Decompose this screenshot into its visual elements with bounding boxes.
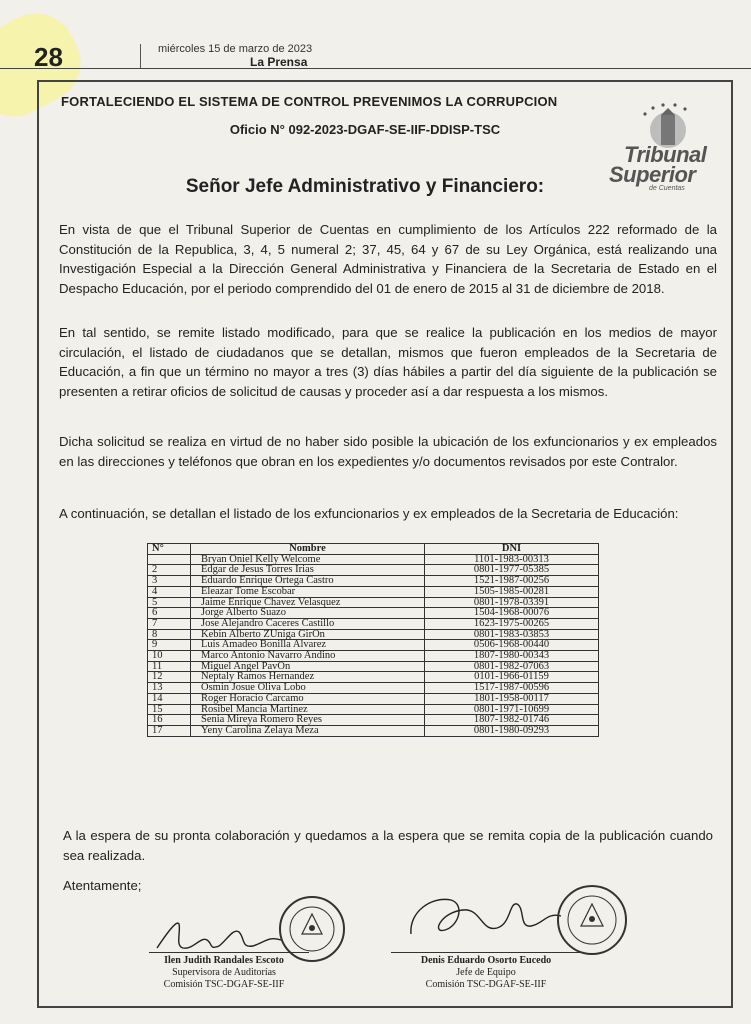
signature-line-2 xyxy=(391,952,581,953)
row-number: 12 xyxy=(148,672,191,683)
oficio-number-text: Oficio N° 092-2023-DGAF-SE-IIF-DDISP-TSC xyxy=(229,122,501,137)
table-row xyxy=(148,629,599,640)
header-divider xyxy=(140,44,141,68)
employee-name: Marco Antonio Navarro Andino xyxy=(191,651,425,662)
table-row xyxy=(148,661,599,672)
signatory-1 xyxy=(139,955,309,991)
employee-dni: 0801-1983-03853 xyxy=(425,629,599,640)
employee-dni: 0801-1982-07063 xyxy=(425,661,599,672)
employee-table xyxy=(147,543,599,737)
public-notice xyxy=(37,80,733,1008)
employee-name: Jaime Enrique Chavez Velasquez xyxy=(191,597,425,608)
employee-dni: 1517-1987-00596 xyxy=(425,683,599,694)
regards: Atentamente; xyxy=(63,878,142,893)
employee-name: Luis Amadeo Bonilla Alvarez xyxy=(191,640,425,651)
header-rule xyxy=(0,68,751,69)
table-row xyxy=(148,693,599,704)
row-number: 9 xyxy=(148,640,191,651)
row-number: 8 xyxy=(148,629,191,640)
publication-date: miércoles 15 de marzo de 2023 xyxy=(158,43,313,55)
employee-dni: 0801-1978-03391 xyxy=(425,597,599,608)
table-row xyxy=(148,683,599,694)
row-number: 4 xyxy=(148,586,191,597)
employee-name: Miguel Angel PavOn xyxy=(191,661,425,672)
employee-name: Bryan Oniel Kelly Welcome xyxy=(191,554,425,565)
employee-name: Yeny Carolina Zelaya Meza xyxy=(191,725,425,736)
employee-name: Osmin Josue Oliva Lobo xyxy=(191,683,425,694)
row-number: 6 xyxy=(148,608,191,619)
closing-paragraph: A la espera de su pronta colaboración y quedamos a la espera que se remita copia de la publicación cuando sea realizada. xyxy=(63,828,713,863)
employee-name: Senia Mireya Romero Reyes xyxy=(191,715,425,726)
table-row xyxy=(148,586,599,597)
signatory-2-title: Jefe de Equipo xyxy=(456,967,516,978)
signatory-1-title: Supervisora de Auditorías xyxy=(172,967,276,978)
employee-dni: 1807-1980-00343 xyxy=(425,651,599,662)
row-number: 5 xyxy=(148,597,191,608)
signatory-1-org: Comisión TSC-DGAF-SE-IIF xyxy=(163,979,285,990)
signatory-2 xyxy=(391,955,581,991)
row-number: 10 xyxy=(148,651,191,662)
row-number: 3 xyxy=(148,576,191,587)
table-row xyxy=(148,715,599,726)
employee-name: Kebin Alberto ZUniga GirOn xyxy=(191,629,425,640)
column-header-name: Nombre xyxy=(191,544,425,555)
table-header-row xyxy=(148,544,599,555)
newspaper-name: La Prensa xyxy=(250,55,308,69)
notice-slogan: FORTALECIENDO EL SISTEMA DE CONTROL PREVENIMOS LA CORRUPCION xyxy=(61,94,558,109)
table-row xyxy=(148,725,599,736)
seal-stamp-2-icon xyxy=(554,882,630,958)
employee-name: Rosibel Mancia Martinez xyxy=(191,704,425,715)
logo-text-line3: de Cuentas xyxy=(649,185,685,192)
employee-dni: 0506-1968-00440 xyxy=(425,640,599,651)
paragraph-1: En vista de que el Tribunal Superior de Cuentas en cumplimiento de los Artículos 222 reformado de la Constitución de la Republica, 3, 4, 5 numeral 2; 37, 45, 64 y 67 de su Ley Orgánica, está realizando una Investigación Especial a la Dirección General Administrativa y Financiera de la Secretaria de Estado en el Despacho Educación, por el periodo comprendido del 01 de enero de 2015 al 31 de diciembre de 2018. xyxy=(59,222,717,296)
table-row xyxy=(148,651,599,662)
logo-text-line1: Tribunal xyxy=(624,142,707,167)
seal-stamp-1-icon xyxy=(277,894,347,964)
employee-dni: 1505-1985-00281 xyxy=(425,586,599,597)
logo-text-line2: Superior xyxy=(609,162,696,187)
paragraph-4: A continuación, se detallan el listado de los exfuncionarios y ex empleados de la Secretaria de Educación: xyxy=(59,506,679,521)
paragraph-2: En tal sentido, se remite listado modificado, para que se realice la publicación en los medios de mayor circulación, el listado de ciudadanos que se detallan, mismos que fueron empleados de la Secretaria de Educación, a fin que un término no mayor a tres (3) días hábiles a partir del día siguiente de la publicación se presenten a retirar oficios de solicitud de causas y proceder así a dar respuesta a los mismos. xyxy=(59,325,717,399)
employee-name: Eleazar Tome Escobar xyxy=(191,586,425,597)
employee-dni: 0101-1966-01159 xyxy=(425,672,599,683)
signatory-2-org: Comisión TSC-DGAF-SE-IIF xyxy=(425,979,547,990)
row-number: 15 xyxy=(148,704,191,715)
table-body xyxy=(148,554,599,736)
employee-dni: 0801-1977-05385 xyxy=(425,565,599,576)
table-row xyxy=(148,672,599,683)
column-header-dni: DNI xyxy=(425,544,599,555)
table-row xyxy=(148,565,599,576)
row-number: 14 xyxy=(148,693,191,704)
page-number: 28 xyxy=(34,42,63,72)
row-number: 2 xyxy=(148,565,191,576)
table-row xyxy=(148,576,599,587)
table-row xyxy=(148,640,599,651)
column-header-number: N° xyxy=(148,544,191,555)
salutation-text: Señor Jefe Administrativo y Financiero: xyxy=(185,176,545,197)
signatory-1-name: Ilen Judith Randales Escoto xyxy=(164,955,284,966)
row-number: 17 xyxy=(148,725,191,736)
employee-dni: 1504-1968-00076 xyxy=(425,608,599,619)
employee-dni: 1623-1975-00265 xyxy=(425,618,599,629)
paragraph-3: Dicha solicitud se realiza en virtud de no haber sido posible la ubicación de los exfuncionarios y ex empleados en las direcciones y teléfonos que obran en los expedientes y/o documentos revisados por este Contralor. xyxy=(59,434,717,469)
row-number: 11 xyxy=(148,661,191,672)
employee-name: Jose Alejandro Caceres Castillo xyxy=(191,618,425,629)
row-number xyxy=(148,554,191,565)
signature-line-1 xyxy=(149,952,309,953)
table-row xyxy=(148,554,599,565)
signatory-2-name: Denis Eduardo Osorto Eucedo xyxy=(420,955,552,966)
employee-name: Roger Horacio Carcamo xyxy=(191,693,425,704)
employee-name: Eduardo Enrique Ortega Castro xyxy=(191,576,425,587)
table-row xyxy=(148,704,599,715)
signature-2-handwriting-icon xyxy=(401,882,571,952)
employee-dni: 1801-1958-00117 xyxy=(425,693,599,704)
row-number: 7 xyxy=(148,618,191,629)
table-row xyxy=(148,597,599,608)
row-number: 16 xyxy=(148,715,191,726)
employee-name: Jorge Alberto Suazo xyxy=(191,608,425,619)
employee-dni: 0801-1971-10699 xyxy=(425,704,599,715)
row-number: 13 xyxy=(148,683,191,694)
employee-dni: 0801-1980-09293 xyxy=(425,725,599,736)
salutation xyxy=(39,176,731,198)
employee-dni: 1521-1987-00256 xyxy=(425,576,599,587)
employee-name: Neptaly Ramos Hernandez xyxy=(191,672,425,683)
employee-dni: 1807-1982-01746 xyxy=(425,715,599,726)
employee-dni: 1101-1983-00313 xyxy=(425,554,599,565)
table-row xyxy=(148,618,599,629)
employee-name: Edgar de Jesus Torres Irias xyxy=(191,565,425,576)
table-row xyxy=(148,608,599,619)
